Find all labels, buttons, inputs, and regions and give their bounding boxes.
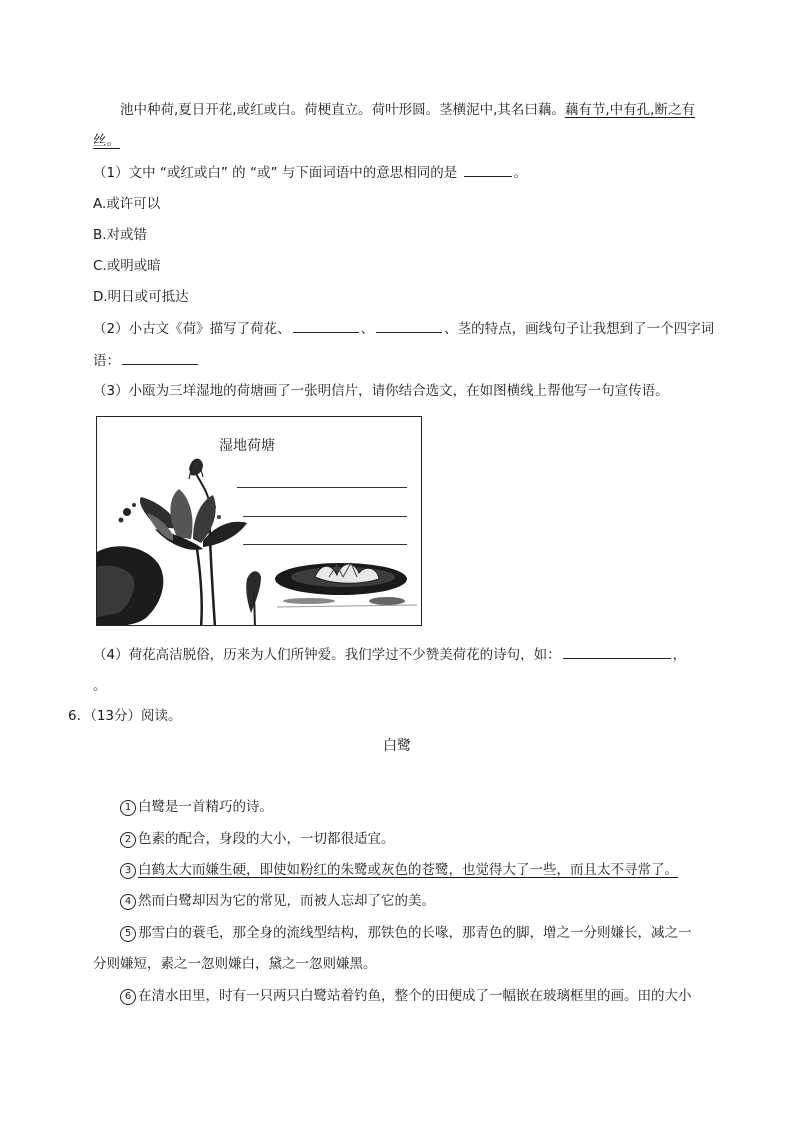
question-4-comma: ， [672, 647, 687, 663]
option-a: A.或许可以 [93, 196, 161, 212]
paragraph-text: 色素的配合，身段的大小，一切都很适宜。 [138, 831, 395, 847]
underlined-sentence: 藕有节,中有孔,断之有 [564, 102, 695, 118]
answer-blank-2a[interactable] [293, 318, 359, 333]
question-2-line-2 [93, 350, 200, 371]
paragraph-number: 4 [120, 894, 136, 910]
paragraph-number: 2 [120, 832, 136, 848]
underlined-paragraph-text: 白鹤太大而嫌生硬，即使如粉红的朱鹭或灰色的苍鹭，也觉得大了一些，而且太不寻常了。 [138, 862, 678, 878]
question-4-stem [93, 644, 686, 665]
paragraph-4 [120, 891, 435, 911]
postcard-title: 湿地荷塘 [219, 438, 275, 454]
question-1-end: 。 [513, 165, 528, 181]
slogan-line-1[interactable] [237, 487, 407, 488]
underlined-sentence-end: 丝。 [93, 133, 120, 149]
option-d: D.明日或可抵达 [93, 289, 189, 305]
question-1-text: （1）文中 “或红或白” 的 “或” 与下面词语中的意思相同的是 [93, 165, 462, 181]
paragraph-5 [120, 923, 692, 943]
question-4-text: （4）荷花高洁脱俗，历来为人们所钟爱。我们学过不少赞美荷花的诗句，如： [93, 647, 561, 663]
paragraph-number: 1 [120, 800, 136, 816]
paragraph-number: 6 [120, 989, 136, 1005]
question-3-stem: （3）小瓯为三垟湿地的荷塘画了一张明信片，请你结合选文，在如图横线上帮他写一句宣传语。 [93, 383, 669, 399]
question-1-stem [93, 162, 527, 183]
paragraph-text: 然而白鹭却因为它的常见，而被人忘却了它的美。 [138, 893, 435, 909]
passage-line-1 [120, 100, 695, 120]
question-2-sep: 、 [360, 321, 375, 337]
paragraph-text: 在清水田里，时有一只两只白鹭站着钓鱼，整个的田便成了一幅嵌在玻璃框里的画。田的大小 [138, 988, 692, 1004]
passage-text: 池中种荷,夏日开花,或红或白。荷梗直立。荷叶形圆。茎横泥中,其名曰藕。 [120, 102, 565, 118]
reading-title: 白鹭 [383, 738, 411, 754]
paragraph-1 [120, 797, 273, 817]
option-b: B.对或错 [93, 227, 148, 243]
answer-blank-2b[interactable] [376, 318, 442, 333]
paragraph-6 [120, 986, 692, 1006]
paragraph-3 [120, 860, 678, 880]
question-6-header: 6．（13分）阅读。 [68, 708, 182, 724]
question-2-text-cont: 、茎的特点，画线句子让我想到了一个四字词 [444, 321, 715, 337]
paragraph-number: 3 [120, 863, 136, 879]
answer-blank-1[interactable] [464, 162, 512, 177]
option-c: C.或明或暗 [93, 258, 161, 274]
question-2-word-label: 语： [93, 353, 120, 369]
answer-blank-2c[interactable] [122, 350, 198, 365]
passage-line-2 [93, 131, 120, 151]
answer-blank-4a[interactable] [563, 644, 671, 659]
slogan-line-2[interactable] [243, 516, 407, 517]
paragraph-number: 5 [120, 926, 136, 942]
paragraph-text: 那雪白的蓑毛，那全身的流线型结构，那铁色的长喙，那青色的脚，增之一分则嫌长，减之一 [138, 925, 692, 941]
question-4-end: 。 [93, 678, 107, 694]
slogan-line-3[interactable] [243, 544, 407, 545]
question-4-line-2 [93, 676, 107, 696]
paragraph-text: 白鹭是一首精巧的诗。 [138, 799, 273, 815]
question-2-stem [93, 318, 714, 339]
paragraph-2 [120, 829, 395, 849]
question-2-text: （2）小古文《荷》描写了荷花、 [93, 321, 291, 337]
paragraph-5-cont: 分则嫌短，素之一忽则嫌白，黛之一忽则嫌黑。 [93, 956, 377, 972]
postcard-image [96, 416, 422, 626]
